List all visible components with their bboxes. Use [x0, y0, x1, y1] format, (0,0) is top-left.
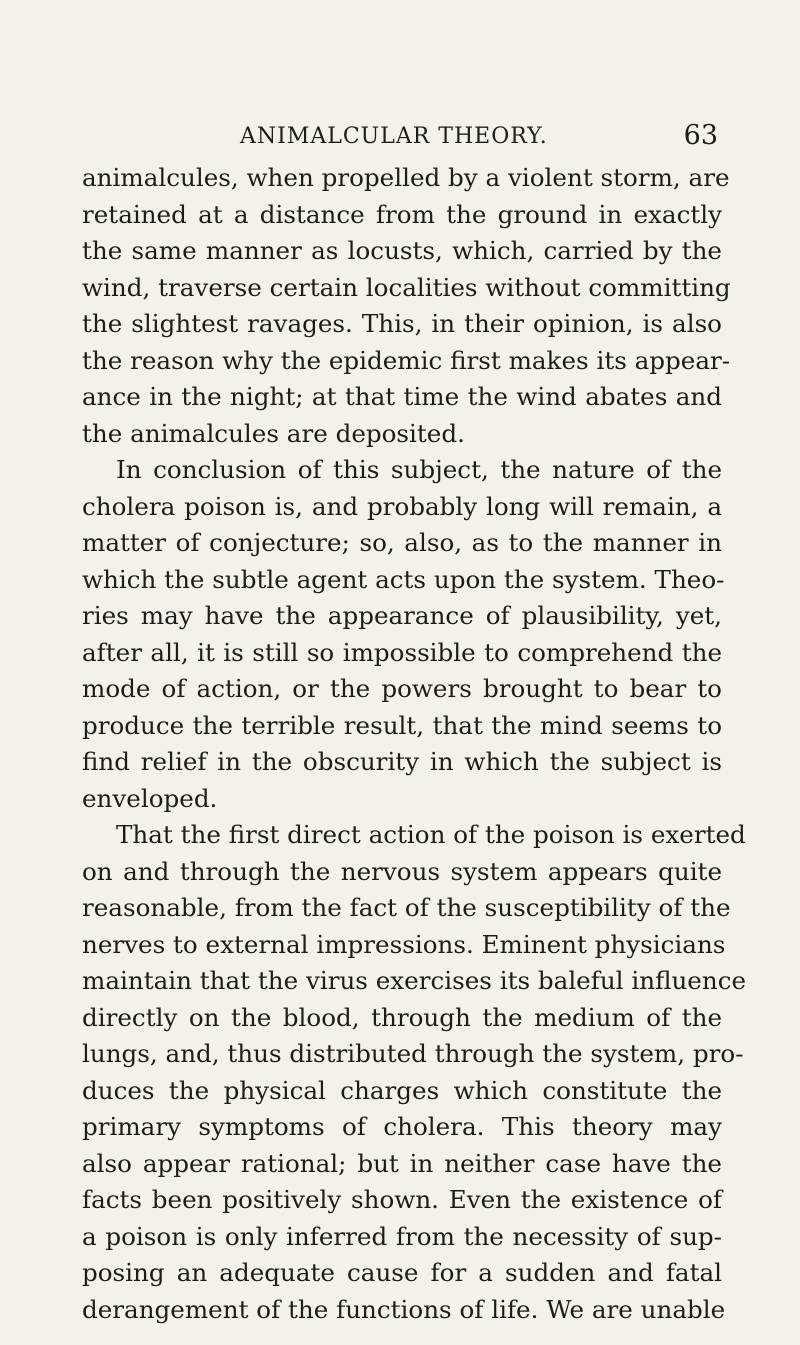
text-line: primary symptoms of cholera. This theory may [82, 1112, 722, 1141]
text-line: enveloped. [82, 783, 218, 813]
text-line: cholera poison is, and probably long will remain, a [82, 491, 722, 521]
text-line: ance in the night; at that time the wind abates and [82, 382, 722, 411]
text-line: nerves to external impressions. Eminent physicians [82, 929, 726, 959]
text-line: find relief in the obscurity in which the subject is [82, 747, 722, 776]
text-line: the animalcules are deposited. [82, 418, 465, 448]
text-line: reasonable, from the fact of the susceptibility of the [82, 893, 731, 922]
text-line: which the subtle agent acts upon the system. Theo- [82, 564, 725, 594]
text-line: the slightest ravages. This, in their opinion, is also [82, 309, 722, 338]
running-title: ANIMALCULAR THEORY. [240, 124, 548, 149]
text-line: directly on the blood, through the medium of the [82, 1002, 722, 1032]
text-line: on and through the nervous system appears quite [82, 856, 722, 886]
text-line: posing an adequate cause for a sudden and fatal [82, 1258, 722, 1287]
text-line: matter of conjecture; so, also, as to the manner in [82, 528, 722, 557]
text-line: also appear rational; but in neither case have the [82, 1148, 722, 1178]
text-line: In conclusion of this subject, the nature of the [116, 455, 722, 484]
text-line: wind, traverse certain localities without committing [82, 272, 731, 302]
text-line: facts been positively shown. Even the existence of [82, 1185, 722, 1214]
text-line: That the first direct action of the poison is exerted [116, 820, 746, 849]
text-line: animalcules, when propelled by a violent storm, are [82, 163, 730, 192]
page-number: 63 [683, 120, 718, 151]
text-line: mode of action, or the powers brought to bear to [82, 674, 722, 703]
text-line: maintain that the virus exercises its baleful influence [82, 966, 747, 995]
page-header [240, 120, 718, 156]
body-text [82, 160, 747, 1328]
text-line: ries may have the appearance of plausibility, yet, [82, 601, 722, 630]
text-line: lungs, and, thus distributed through the system, pro- [82, 1039, 744, 1068]
text-line: the reason why the epidemic first makes its appear- [82, 345, 731, 375]
text-line: derangement of the functions of life. We are unable [82, 1294, 726, 1324]
text-line: the same manner as locusts, which, carried by the [82, 236, 722, 265]
text-line: a poison is only inferred from the necessity of sup- [82, 1221, 722, 1251]
text-line: produce the terrible result, that the mind seems to [82, 710, 722, 740]
text-line: duces the physical charges which constitute the [82, 1075, 722, 1105]
text-line: after all, it is still so impossible to comprehend the [82, 637, 722, 667]
text-line: retained at a distance from the ground in exactly [82, 199, 722, 229]
